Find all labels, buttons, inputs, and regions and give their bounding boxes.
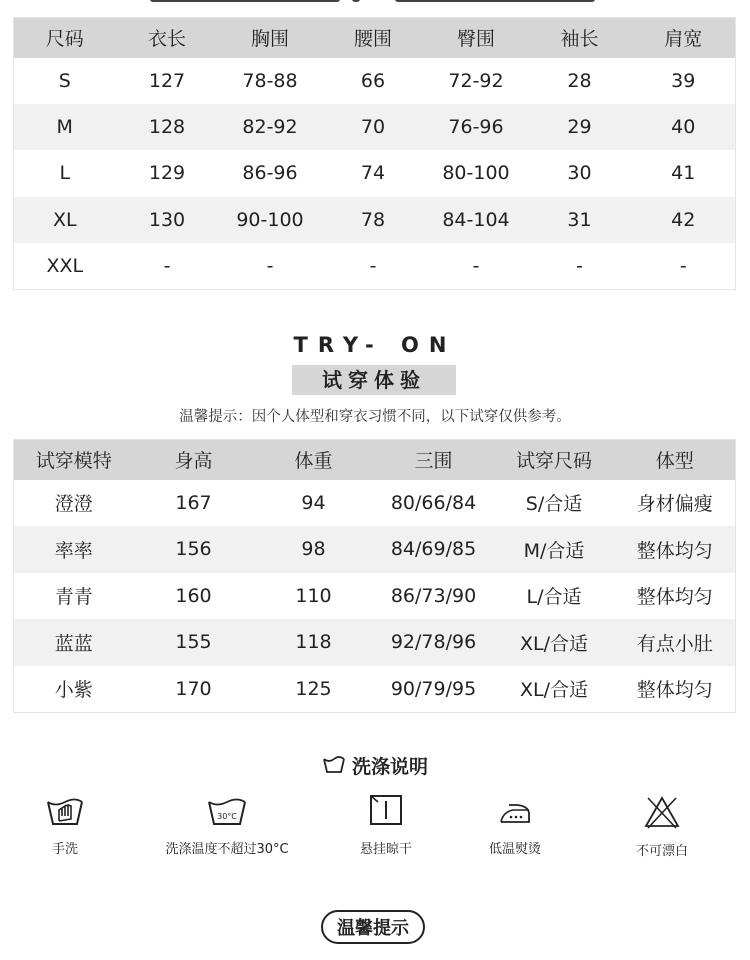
table-cell: 40: [671, 116, 696, 139]
table-cell: 92/78/96: [390, 631, 477, 654]
table-row: [14, 480, 736, 527]
table-cell: 28: [567, 69, 592, 92]
table-cell: 率率: [54, 539, 93, 562]
try-on-tip: 温馨提示：因个人体型和穿衣习惯不同，以下试穿仅供参考。: [179, 409, 571, 425]
table-cell: 66: [360, 69, 386, 92]
table-cell: 70: [360, 116, 386, 139]
table-cell: 84/69/85: [390, 538, 477, 561]
try-on-subtitle: 试穿体验: [292, 365, 456, 395]
table-cell: 167: [175, 491, 212, 514]
table-cell: 30: [567, 162, 592, 185]
table-cell: -: [266, 255, 274, 277]
table-cell: 29: [567, 116, 592, 139]
table-cell: 青青: [54, 586, 93, 609]
table-cell: 86-96: [242, 162, 298, 185]
wash-30c-icon: [206, 794, 248, 828]
table-cell: -: [679, 255, 687, 277]
table-cell: 整体均匀: [636, 679, 713, 701]
table-cell: 80/66/84: [390, 491, 477, 514]
table-cell: 90-100: [236, 208, 304, 231]
table-cell: 82-92: [242, 116, 298, 139]
table-cell: 78: [360, 208, 386, 231]
low-iron-icon: [495, 794, 535, 828]
table-cell: 蓝蓝: [54, 632, 93, 655]
table-row: [14, 104, 736, 150]
table-cell: 有点小肚: [636, 632, 713, 655]
header-cell: 肩宽: [664, 28, 703, 51]
table-row: [14, 197, 736, 243]
header-cell: 试穿尺码: [515, 450, 592, 473]
wash-item-hang-dry: [311, 794, 461, 857]
try-on-table: [13, 439, 736, 713]
wash-item-label: 手洗: [51, 842, 78, 857]
header-cell: 衣长: [147, 28, 186, 51]
table-cell: 小紫: [54, 679, 93, 701]
table-header-row: [14, 18, 736, 58]
wash-basin-icon: [322, 755, 346, 780]
wash-item-label: 洗涤温度不超过30°C: [165, 842, 289, 857]
table-cell: 128: [148, 116, 186, 139]
table-row: [14, 150, 736, 196]
table-cell: 39: [671, 69, 696, 92]
header-cell: 尺码: [45, 28, 84, 51]
header-cell: 袖长: [560, 28, 599, 51]
header-cell: 腰围: [353, 28, 392, 51]
table-cell: 129: [148, 162, 186, 185]
table-cell: 42: [671, 208, 696, 231]
table-cell: 155: [175, 631, 212, 654]
table-row: [14, 666, 736, 713]
table-cell: -: [369, 255, 377, 277]
table-row: [14, 619, 736, 666]
washing-title: [0, 752, 750, 780]
table-header-row: [14, 440, 736, 480]
header-cell: 体型: [655, 450, 694, 473]
hang-dry-icon: [369, 794, 403, 828]
header-cell: 三围: [414, 450, 453, 473]
table-cell: 118: [295, 631, 332, 654]
table-cell: 74: [360, 162, 386, 185]
table-row: [14, 573, 736, 620]
table-cell: 身材偏瘦: [636, 493, 713, 516]
table-cell: 156: [175, 538, 212, 561]
table-cell: 86/73/90: [390, 584, 477, 607]
table-cell: L/合适: [526, 586, 582, 609]
table-cell: 80-100: [442, 162, 510, 185]
table-cell: 84-104: [442, 208, 510, 231]
table-cell: 160: [175, 584, 212, 607]
hand-wash-icon: [45, 794, 85, 828]
warm-tip-label: 温馨提示: [321, 910, 425, 944]
table-cell: 98: [301, 538, 326, 561]
wash-item-low-iron: [440, 794, 590, 857]
table-cell: -: [163, 255, 171, 277]
table-cell: 整体均匀: [636, 586, 713, 609]
wash-item-no-bleach: [587, 794, 737, 859]
wash-item-label: 悬挂晾干: [359, 842, 412, 857]
table-cell: XL/合适: [519, 632, 588, 655]
table-cell: 72-92: [448, 69, 504, 92]
table-cell: 130: [148, 208, 186, 231]
wash-item-hand-wash: [0, 794, 140, 857]
header-cell: 试穿模特: [35, 450, 112, 473]
table-cell: XXL: [46, 255, 84, 277]
table-cell: 94: [301, 491, 326, 514]
no-bleach-icon: [642, 794, 682, 830]
table-cell: S/合适: [525, 493, 583, 516]
header-cell: 体重: [294, 450, 333, 473]
table-cell: XL/合适: [519, 679, 588, 701]
table-cell: 澄澄: [54, 493, 93, 516]
table-cell: 整体均匀: [636, 539, 713, 562]
wash-item-label: 不可漂白: [635, 844, 688, 859]
table-cell: M: [56, 116, 73, 139]
header-cell: 身高: [174, 450, 213, 473]
wash-temp-text: 30°C: [217, 812, 237, 821]
table-cell: M/合适: [523, 539, 585, 562]
table-cell: 110: [295, 584, 332, 607]
table-cell: 31: [567, 208, 592, 231]
cropped-heading-fragment: [0, 0, 750, 4]
header-cell: 胸围: [250, 28, 289, 51]
table-cell: 78-88: [242, 69, 298, 92]
table-row: [14, 243, 736, 289]
try-on-title: TRY- ON: [293, 333, 457, 357]
table-cell: -: [576, 255, 583, 277]
wash-item-30c: [152, 794, 302, 857]
table-cell: S: [58, 69, 71, 92]
table-cell: 170: [175, 677, 212, 700]
wash-item-label: 低温熨烫: [488, 842, 541, 857]
washing-title-text: 洗涤说明: [351, 756, 428, 778]
table-cell: 127: [148, 69, 186, 92]
table-cell: XL: [52, 208, 77, 231]
header-cell: 臀围: [456, 28, 495, 51]
size-table: [13, 17, 736, 290]
table-cell: L: [59, 162, 71, 185]
table-cell: 41: [671, 162, 696, 185]
table-row: [14, 526, 736, 573]
table-row: [14, 58, 736, 104]
table-cell: 90/79/95: [390, 677, 477, 700]
table-cell: 76-96: [448, 116, 504, 139]
table-cell: 125: [295, 677, 332, 700]
table-cell: -: [472, 255, 480, 277]
